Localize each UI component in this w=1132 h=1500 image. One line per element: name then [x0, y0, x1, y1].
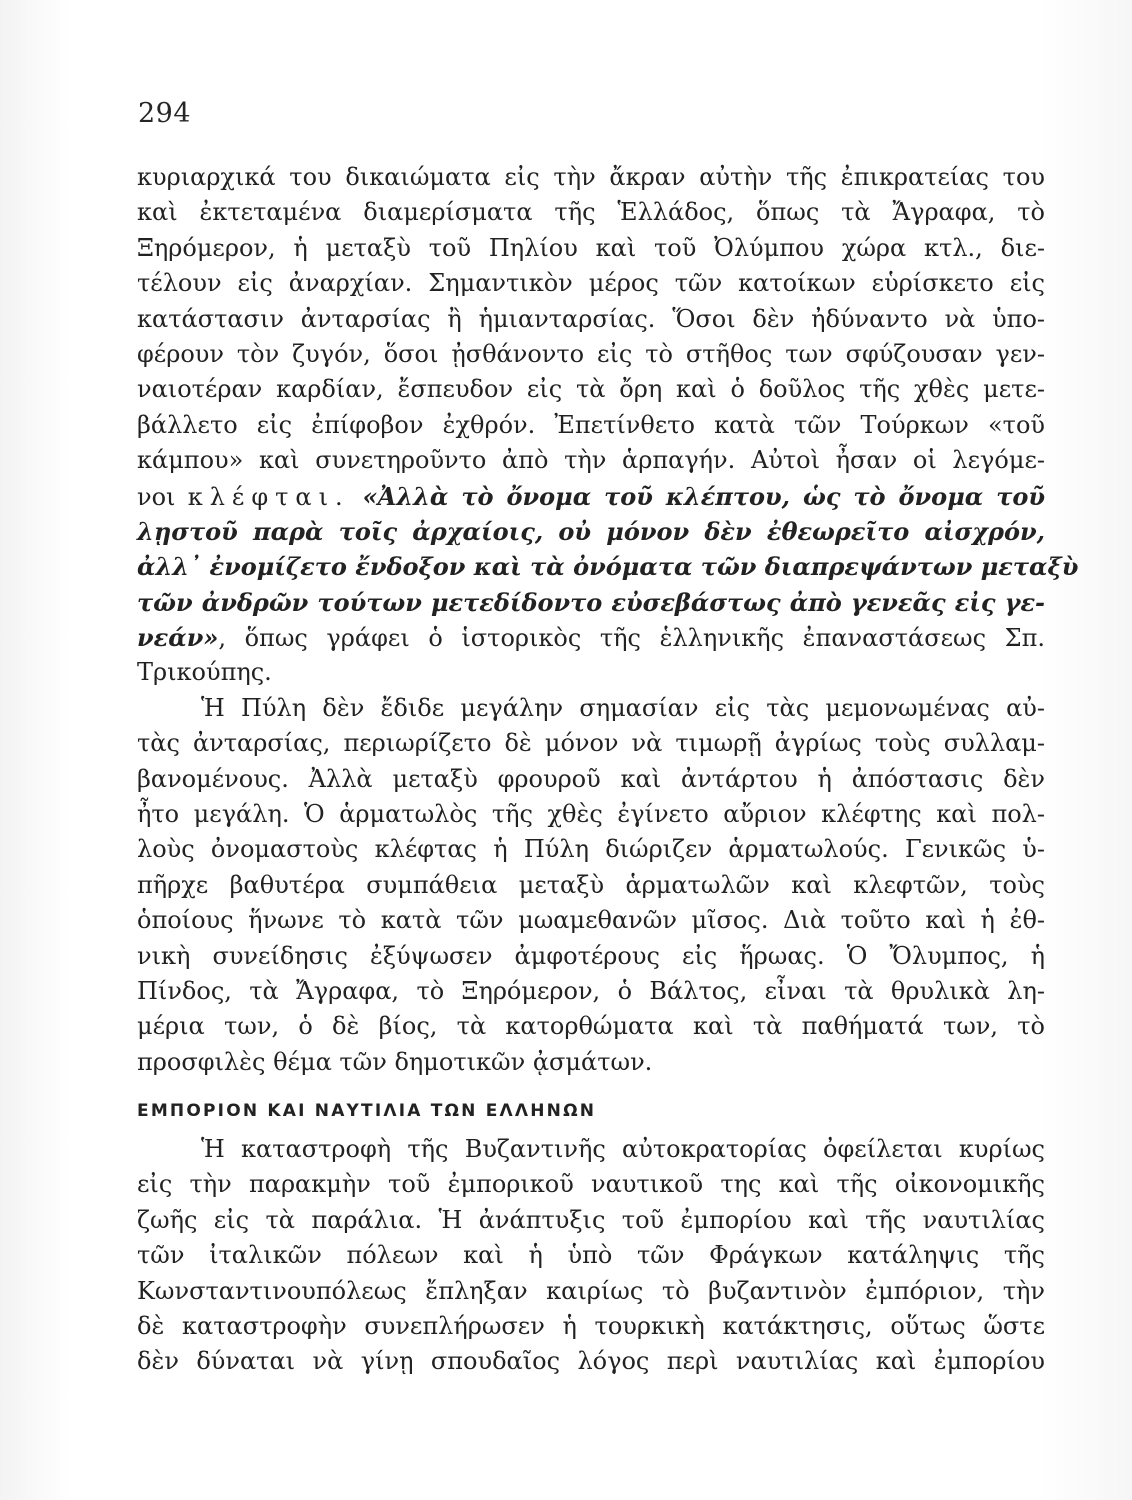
text-line: μέρια των, ὁ δὲ βίος, τὰ κατορθώματα καὶ τὰ παθήματά των, τὸ — [137, 1012, 1045, 1041]
text-line: ἦτο μεγάλη. Ὁ ἁρματωλὸς τῆς χθὲς ἐγίνετο αὔριον κλέφτης καὶ πολ- — [137, 800, 1045, 829]
text-line: βανομένους. Ἀλλὰ μεταξὺ φρουροῦ καὶ ἀντάρτου ἡ ἀπόστασις δὲν — [137, 764, 1045, 793]
text-line-quote-start — [137, 479, 1045, 514]
text-line: ὁποίους ἥνωνε τὸ κατὰ τῶν μωαμεθανῶν μῖσος. Διὰ τοῦτο καὶ ἡ ἐθ- — [137, 906, 1045, 935]
text-line: βάλλετο εἰς ἐπίφοβον ἐχθρόν. Ἐπετίνθετο κατὰ τῶν Τούρκων «τοῦ — [137, 410, 1045, 439]
quotation-fragment: νεάν» — [137, 623, 219, 653]
text-line: δὲ καταστροφὴν συνεπλήρωσεν ἡ τουρκικὴ κατάκτησις, οὕτως ὥστε — [137, 1311, 1045, 1340]
text-line: Τρικούπης. — [137, 658, 272, 687]
quotation-line: ἀλλ᾽ ἐνομίζετο ἔνδοξον καὶ τὰ ὀνόματα τῶν διαπρεψάντων μεταξὺ — [137, 552, 1079, 582]
spaced-term-klephts: κλέφται. — [187, 482, 350, 511]
text-line: δὲν δύναται νὰ γίνῃ σπουδαῖος λόγος περὶ ναυτιλίας καὶ ἐμπορίου — [137, 1347, 1045, 1376]
section-heading: ΕΜΠΟΡΙΟΝ ΚΑΙ ΝΑΥΤΙΛΙΑ ΤΩΝ ΕΛΛΗΝΩΝ — [137, 1101, 597, 1121]
quotation-line: τῶν ἀνδρῶν τούτων μετεδίδοντο εὐσεβάστως ἀπὸ γενεᾶς εἰς γε- — [137, 587, 1045, 617]
text-line: Πίνδος, τὰ Ἄγραφα, τὸ Ξηρόμερον, ὁ Βάλτος, εἶναι τὰ θρυλικὰ λη- — [137, 976, 1045, 1005]
text-line: πῆρχε βαθυτέρα συμπάθεια μεταξὺ ἁρματωλῶν καὶ κλεφτῶν, τοὺς — [137, 870, 1045, 899]
text-line: ζωῆς εἰς τὰ παράλια. Ἡ ἀνάπτυξις τοῦ ἐμπορίου καὶ τῆς ναυτιλίας — [137, 1205, 1045, 1234]
text-line: τῶν ἰταλικῶν πόλεων καὶ ἡ ὑπὸ τῶν Φράγκων κατάληψις τῆς — [137, 1241, 1045, 1270]
paragraph-commerce — [137, 1132, 1045, 1380]
text-line-quote-end — [137, 620, 1045, 655]
text-fragment: νοι — [137, 482, 188, 511]
text-line: εἰς τὴν παρακμὴν τοῦ ἐμπορικοῦ ναυτικοῦ της καὶ τῆς οἰκονομικῆς — [137, 1170, 1045, 1199]
text-line: Ἡ Πύλη δὲν ἔδιδε μεγάλην σημασίαν εἰς τὰς μεμονωμένας αὐ- — [201, 693, 1045, 722]
page-number: 294 — [138, 98, 192, 129]
text-line: κυριαρχικά του δικαιώματα εἰς τὴν ἄκραν αὐτὴν τῆς ἐπικρατείας του — [137, 163, 1045, 191]
text-line: τὰς ἀνταρσίας, περιωρίζετο δὲ μόνον νὰ τιμωρῇ ἀγρίως τοὺς συλλαμ- — [137, 729, 1045, 758]
text-line: Ξηρόμερον, ἡ μεταξὺ τοῦ Πηλίου καὶ τοῦ Ὀλύμπου χώρα κτλ., διε- — [137, 233, 1045, 262]
text-line: ναιοτέραν καρδίαν, ἔσπευδον εἰς τὰ ὄρη καὶ ὁ δοῦλος τῆς χθὲς μετε- — [137, 375, 1045, 404]
text-line: λοὺς ὀνομαστοὺς κλέφτας ἡ Πύλη διώριζεν ἁρματωλούς. Γενικῶς ὑ- — [137, 835, 1045, 864]
text-line: Ἡ καταστροφὴ τῆς Βυζαντινῆς αὐτοκρατορίας ὀφείλεται κυρίως — [201, 1135, 1045, 1163]
text-line: τέλουν εἰς ἀναρχίαν. Σημαντικὸν μέρος τῶν κατοίκων εὑρίσκετο εἰς — [137, 269, 1045, 298]
text-line: Κωνσταντινουπόλεως ἔπληξαν καιρίως τὸ βυζαντινὸν ἐμπόριον, τὴν — [137, 1276, 1045, 1305]
text-line: φέρουν τὸν ζυγόν, ὅσοι ᾐσθάνοντο εἰς τὸ στῆθος των σφύζουσαν γεν- — [137, 339, 1045, 368]
quotation-fragment: «Ἀλλὰ τὸ ὄνομα τοῦ κλέπτου, ὡς τὸ ὄνομα τοῦ — [349, 481, 1045, 511]
paragraph-klephts — [137, 160, 1079, 1080]
text-line: κάμπου» καὶ συνετηροῦντο ἀπὸ τὴν ἁρπαγήν. Αὐτοὶ ἦσαν οἱ λεγόμε- — [137, 446, 1045, 475]
text-line: προσφιλὲς θέμα τῶν δημοτικῶν ᾀσμάτων. — [137, 1047, 653, 1076]
text-line: νικὴ συνείδησις ἐξύψωσεν ἀμφοτέρους εἰς ἥρωας. Ὁ Ὄλυμπος, ἡ — [137, 941, 1045, 970]
quotation-line: λῃστοῦ παρὰ τοῖς ἀρχαίοις, οὐ μόνον δὲν ἐθεωρεῖτο αἰσχρόν, — [137, 516, 1045, 546]
text-line: κατάστασιν ἀνταρσίας ἢ ἡμιανταρσίας. Ὅσοι δὲν ἠδύναντο νὰ ὑπο- — [137, 304, 1045, 333]
text-fragment: , ὅπως γράφει ὁ ἱστορικὸς τῆς ἑλληνικῆς ἐπαναστάσεως Σπ. — [218, 624, 1045, 653]
text-line: καὶ ἐκτεταμένα διαμερίσματα τῆς Ἑλλάδος, ὅπως τὰ Ἄγραφα, τὸ — [137, 198, 1045, 227]
